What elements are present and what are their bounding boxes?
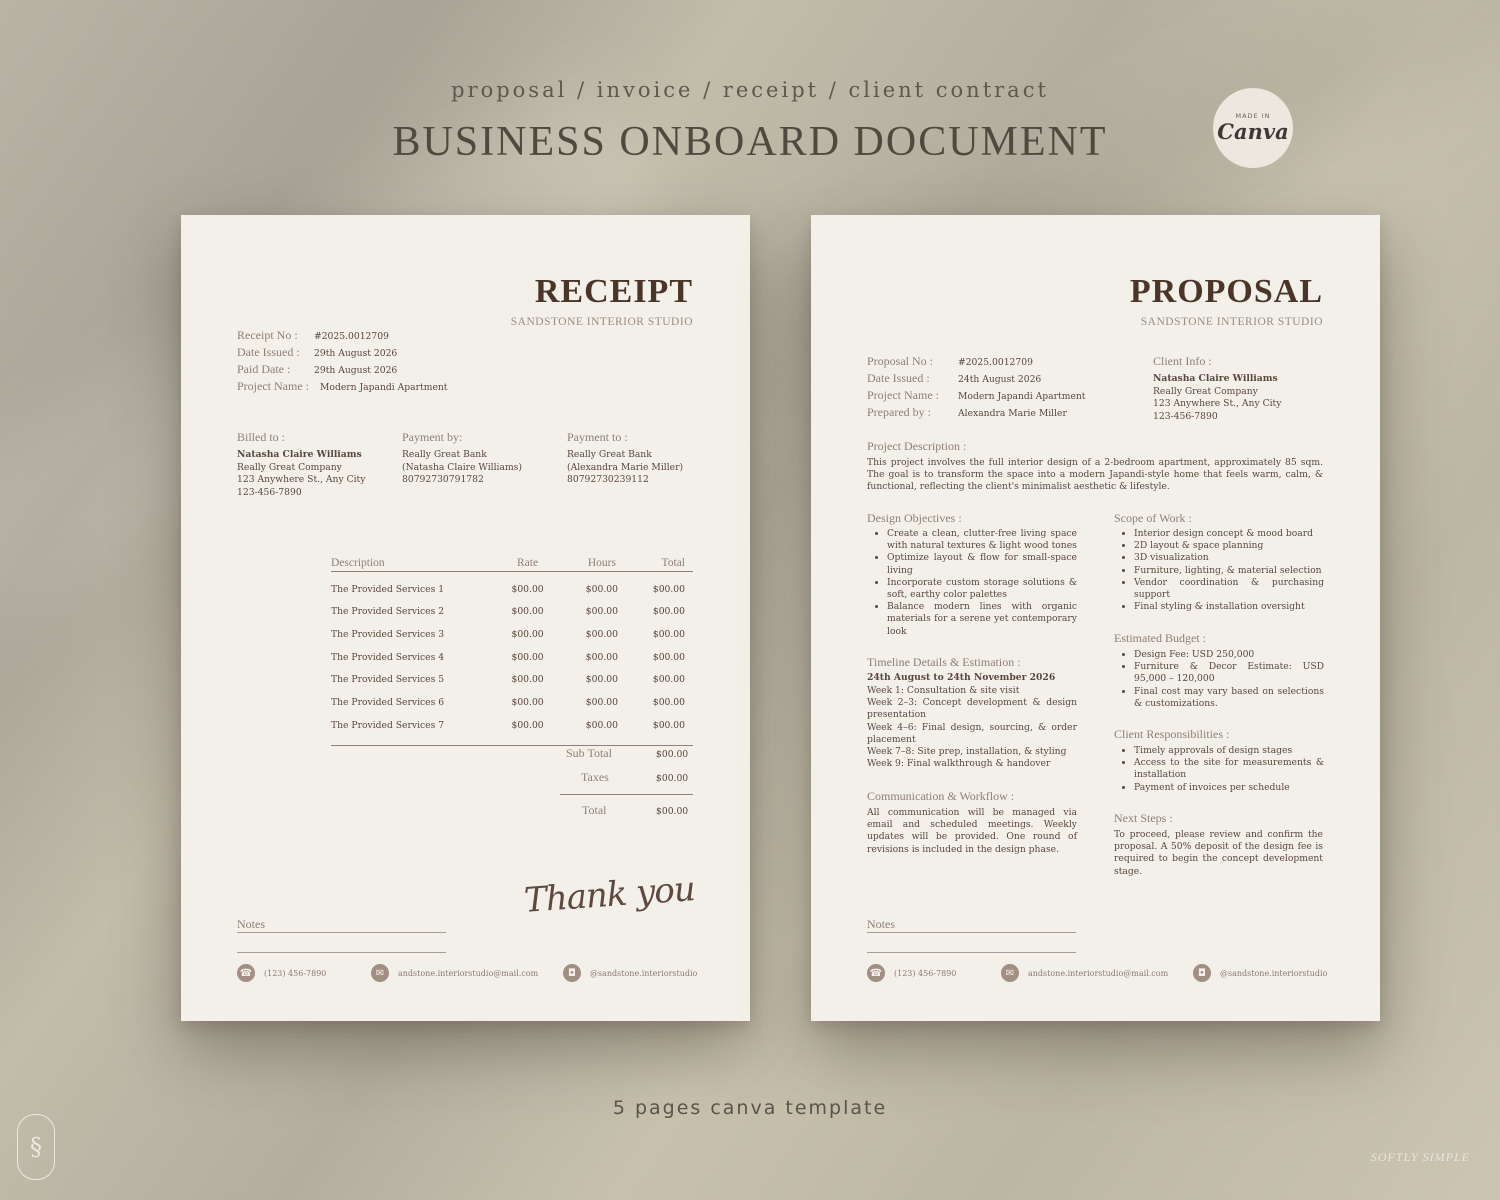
- billed-to-phone: 123-456-7890: [237, 486, 302, 498]
- payment-to-holder: (Alexandra Marie Miller): [567, 461, 684, 473]
- client-info-block: [1153, 354, 1313, 423]
- notes-label: Notes: [237, 917, 265, 931]
- responsibility-item: • Payment of invoices per schedule: [1134, 782, 1324, 794]
- table-row: [331, 685, 693, 708]
- scope-list: [1114, 528, 1324, 613]
- budget-item: • Furniture & Decor Estimate: USD 95,000 – 120,000: [1134, 661, 1324, 685]
- instagram-icon: ◘: [563, 964, 581, 982]
- timeline-list: [867, 685, 1077, 770]
- budget-item: • Final cost may vary based on selections & customizations.: [1134, 686, 1324, 710]
- responsibility-item: • Access to the site for measurements & installation: [1134, 757, 1324, 781]
- service-hours: $00.00: [585, 697, 618, 709]
- page-title: BUSINESS ONBOARD DOCUMENT: [392, 119, 1108, 165]
- payment-by-label: Payment by:: [402, 430, 463, 444]
- thank-you-signature: Thank you: [523, 869, 697, 921]
- proposal-studio-name: SANDSTONE INTERIOR STUDIO: [1140, 316, 1323, 328]
- receipt-info-row: [237, 328, 389, 343]
- mail-icon: ✉: [1001, 964, 1019, 982]
- communication-text: All communication will be managed via email and scheduled meetings. Weekly updates will be provided. One round of revisions is included in the design phase.: [867, 807, 1077, 855]
- paid-date-value: 29th August 2026: [314, 365, 398, 376]
- billed-to-address: 123 Anywhere St., Any City: [237, 474, 366, 485]
- service-description: The Provided Services 4: [331, 651, 445, 663]
- receipt-studio-name: SANDSTONE INTERIOR STUDIO: [510, 316, 693, 328]
- social-text: @sandstone.interiorstudio: [1220, 968, 1328, 978]
- project-name-label: Project Name :: [237, 379, 309, 393]
- taxes-value: $00.00: [656, 773, 689, 784]
- next-steps-heading: Next Steps :: [1114, 811, 1173, 825]
- instagram-icon: ◘: [1193, 964, 1211, 982]
- billed-to-company: Really Great Company: [237, 461, 342, 473]
- payment-by-account: 80792730791782: [402, 474, 484, 485]
- scope-item: • Vendor coordination & purchasing support: [1134, 577, 1324, 601]
- notes-line: [237, 932, 446, 933]
- project-description-text: This project involves the full interior design of a 2-bedroom apartment, approximately 85 sqm. The goal is to transform the space into a modern Japandi-style home that feels warm, calm, & functional, reflecting the client's minimalist aesthetic & lifestyle.: [867, 457, 1323, 493]
- timeline-heading: Timeline Details & Estimation :: [867, 655, 1021, 669]
- objective-item: • Optimize layout & flow for small-space living: [887, 552, 1077, 576]
- contact-email[interactable]: [1001, 964, 1168, 982]
- proposal-date-value: 24th August 2026: [958, 374, 1042, 385]
- service-rate: $00.00: [511, 674, 544, 686]
- payment-to-account: 80792730239112: [567, 474, 649, 485]
- client-info-label: Client Info :: [1153, 354, 1212, 368]
- payment-by-block: [402, 430, 562, 487]
- date-issued-label: Date Issued :: [237, 345, 300, 359]
- next-steps-text: To proceed, please review and confirm the proposal. A 50% deposit of the design fee is required to begin the concept development stage.: [1114, 829, 1323, 877]
- brand-name: SOFTLY SIMPLE: [1370, 1150, 1470, 1164]
- service-total: $00.00: [652, 719, 685, 731]
- proposal-info-row: [867, 354, 1033, 369]
- budget-heading: Estimated Budget :: [1114, 631, 1206, 645]
- service-total: $00.00: [652, 583, 685, 595]
- receipt-title: RECEIPT: [534, 273, 693, 310]
- service-hours: $00.00: [585, 674, 618, 686]
- notes-line: [867, 952, 1076, 953]
- scope-item: • 3D visualization: [1134, 552, 1324, 564]
- service-rate: $00.00: [511, 651, 544, 663]
- subtotal-row: [566, 746, 688, 761]
- prepared-by-value: Alexandra Marie Miller: [958, 408, 1067, 419]
- total-divider: [560, 794, 693, 795]
- total-row: [582, 803, 688, 818]
- subtotal-label: Sub Total: [566, 746, 612, 760]
- service-description: The Provided Services 6: [331, 697, 445, 709]
- service-description: The Provided Services 2: [331, 606, 445, 618]
- mail-icon: ✉: [371, 964, 389, 982]
- canva-logo: Canva: [1217, 119, 1289, 144]
- service-total: $00.00: [652, 606, 685, 618]
- service-rate: $00.00: [511, 719, 544, 731]
- client-name: Natasha Claire Williams: [1153, 373, 1278, 384]
- service-total: $00.00: [652, 651, 685, 663]
- table-row: [331, 617, 693, 640]
- social-text: @sandstone.interiorstudio: [590, 968, 698, 978]
- receipt-page: [181, 215, 750, 1021]
- paid-date-label: Paid Date :: [237, 362, 291, 376]
- objective-item: • Incorporate custom storage solutions & soft, earthy color palettes: [887, 577, 1077, 601]
- date-issued-value: 29th August 2026: [314, 348, 398, 359]
- billed-to-block: [237, 430, 397, 499]
- timeline-range: 24th August to 24th November 2026: [867, 672, 1056, 683]
- service-description: The Provided Services 5: [331, 674, 445, 686]
- service-description: The Provided Services 3: [331, 629, 445, 641]
- service-description: The Provided Services 1: [331, 583, 445, 595]
- notes-label: Notes: [867, 917, 895, 931]
- timeline-item: Week 7–8: Site prep, installation, & styling: [867, 746, 1067, 758]
- tagline: proposal / invoice / receipt / client contract: [451, 78, 1049, 102]
- table-row: [331, 640, 693, 663]
- responsibilities-list: [1114, 745, 1324, 794]
- payment-by-bank: Really Great Bank: [402, 449, 487, 460]
- contact-phone[interactable]: [237, 964, 326, 982]
- table-body: [331, 572, 693, 731]
- scope-heading: Scope of Work :: [1114, 511, 1192, 525]
- proposal-info-row: [867, 371, 1041, 386]
- payment-to-bank: Really Great Bank: [567, 449, 652, 460]
- contact-phone[interactable]: [867, 964, 956, 982]
- service-hours: $00.00: [585, 629, 618, 641]
- receipt-info-row: [237, 362, 397, 377]
- total-value: $00.00: [656, 806, 689, 817]
- service-hours: $00.00: [585, 719, 618, 731]
- project-name-value: Modern Japandi Apartment: [320, 382, 448, 393]
- service-hours: $00.00: [585, 606, 618, 618]
- proposal-date-label: Date Issued :: [867, 371, 930, 385]
- table-row: [331, 708, 693, 731]
- payment-to-block: [567, 430, 727, 487]
- email-text: andstone.interiorstudio@mail.com: [1028, 968, 1169, 978]
- total-label: Total: [582, 803, 607, 817]
- contact-email[interactable]: [371, 964, 538, 982]
- subtotal-value: $00.00: [656, 749, 689, 760]
- scope-item: • 2D layout & space planning: [1134, 540, 1324, 552]
- service-description: The Provided Services 7: [331, 719, 445, 731]
- column-header-hours: Hours: [587, 557, 616, 569]
- proposal-no-label: Proposal No :: [867, 354, 933, 368]
- services-table: [331, 545, 693, 746]
- email-text: andstone.interiorstudio@mail.com: [398, 968, 539, 978]
- prepared-by-label: Prepared by :: [867, 405, 931, 419]
- service-total: $00.00: [652, 697, 685, 709]
- objective-item: • Balance modern lines with organic materials for a serene yet contemporary look: [887, 601, 1077, 638]
- scope-item: • Final styling & installation oversight: [1134, 601, 1324, 613]
- contact-social[interactable]: [563, 964, 697, 982]
- budget-item: • Design Fee: USD 250,000: [1134, 649, 1324, 661]
- design-objectives-list: [867, 528, 1077, 638]
- service-rate: $00.00: [511, 606, 544, 618]
- notes-line: [867, 932, 1076, 933]
- responsibilities-heading: Client Responsibilities :: [1114, 727, 1230, 741]
- service-hours: $00.00: [585, 583, 618, 595]
- design-objectives-heading: Design Objectives :: [867, 511, 962, 525]
- footer-caption: 5 pages canva template: [612, 1097, 888, 1119]
- service-rate: $00.00: [511, 697, 544, 709]
- timeline-item: Week 4–6: Final design, sourcing, & order placement: [867, 721, 1077, 745]
- responsibility-item: • Timely approvals of design stages: [1134, 745, 1324, 757]
- receipt-info-row: [237, 379, 448, 394]
- badge-small-text: MADE IN: [1235, 112, 1271, 120]
- table-row: [331, 572, 693, 595]
- payment-to-label: Payment to :: [567, 430, 628, 444]
- service-total: $00.00: [652, 674, 685, 686]
- phone-text: (123) 456-7890: [894, 968, 957, 978]
- receipt-no-value: #2025.0012709: [314, 331, 389, 342]
- proposal-project-value: Modern Japandi Apartment: [958, 391, 1086, 402]
- column-header-total: Total: [661, 557, 685, 569]
- project-description-heading: Project Description :: [867, 439, 967, 453]
- timeline-item: Week 2–3: Concept development & design presentation: [867, 697, 1077, 721]
- table-header: [331, 545, 693, 569]
- payment-by-holder: (Natasha Claire Williams): [402, 461, 522, 473]
- scope-item: • Interior design concept & mood board: [1134, 528, 1324, 540]
- client-phone: 123-456-7890: [1153, 410, 1218, 422]
- softly-simple-logo-icon: §: [17, 1114, 55, 1180]
- client-company: Really Great Company: [1153, 385, 1258, 397]
- column-header-description: Description: [331, 557, 385, 569]
- proposal-no-value: #2025.0012709: [958, 357, 1033, 368]
- proposal-project-label: Project Name :: [867, 388, 939, 402]
- table-row: [331, 663, 693, 686]
- phone-icon: ☎: [867, 964, 885, 982]
- receipt-no-label: Receipt No :: [237, 328, 298, 342]
- client-address: 123 Anywhere St., Any City: [1153, 398, 1282, 409]
- column-header-rate: Rate: [517, 557, 539, 569]
- made-in-canva-badge: [1213, 88, 1293, 168]
- service-rate: $00.00: [511, 629, 544, 641]
- taxes-row: [581, 770, 688, 785]
- proposal-info-row: [867, 405, 1067, 420]
- communication-heading: Communication & Workflow :: [867, 789, 1015, 803]
- service-total: $00.00: [652, 629, 685, 641]
- contact-social[interactable]: [1193, 964, 1327, 982]
- proposal-title: PROPOSAL: [1129, 273, 1323, 310]
- notes-line: [237, 952, 446, 953]
- service-rate: $00.00: [511, 583, 544, 595]
- objective-item: • Create a clean, clutter-free living space with natural textures & light wood tones: [887, 528, 1077, 552]
- receipt-info-row: [237, 345, 397, 360]
- phone-text: (123) 456-7890: [264, 968, 327, 978]
- service-hours: $00.00: [585, 651, 618, 663]
- taxes-label: Taxes: [581, 770, 609, 784]
- proposal-page: [811, 215, 1380, 1021]
- scope-item: • Furniture, lighting, & material selection: [1134, 565, 1324, 577]
- table-row: [331, 595, 693, 618]
- billed-to-label: Billed to :: [237, 430, 285, 444]
- timeline-item: Week 1: Consultation & site visit: [867, 685, 1020, 696]
- phone-icon: ☎: [237, 964, 255, 982]
- proposal-info-row: [867, 388, 1086, 403]
- timeline-item: Week 9: Final walkthrough & handover: [867, 758, 1051, 770]
- billed-to-name: Natasha Claire Williams: [237, 449, 362, 460]
- budget-list: [1114, 649, 1324, 710]
